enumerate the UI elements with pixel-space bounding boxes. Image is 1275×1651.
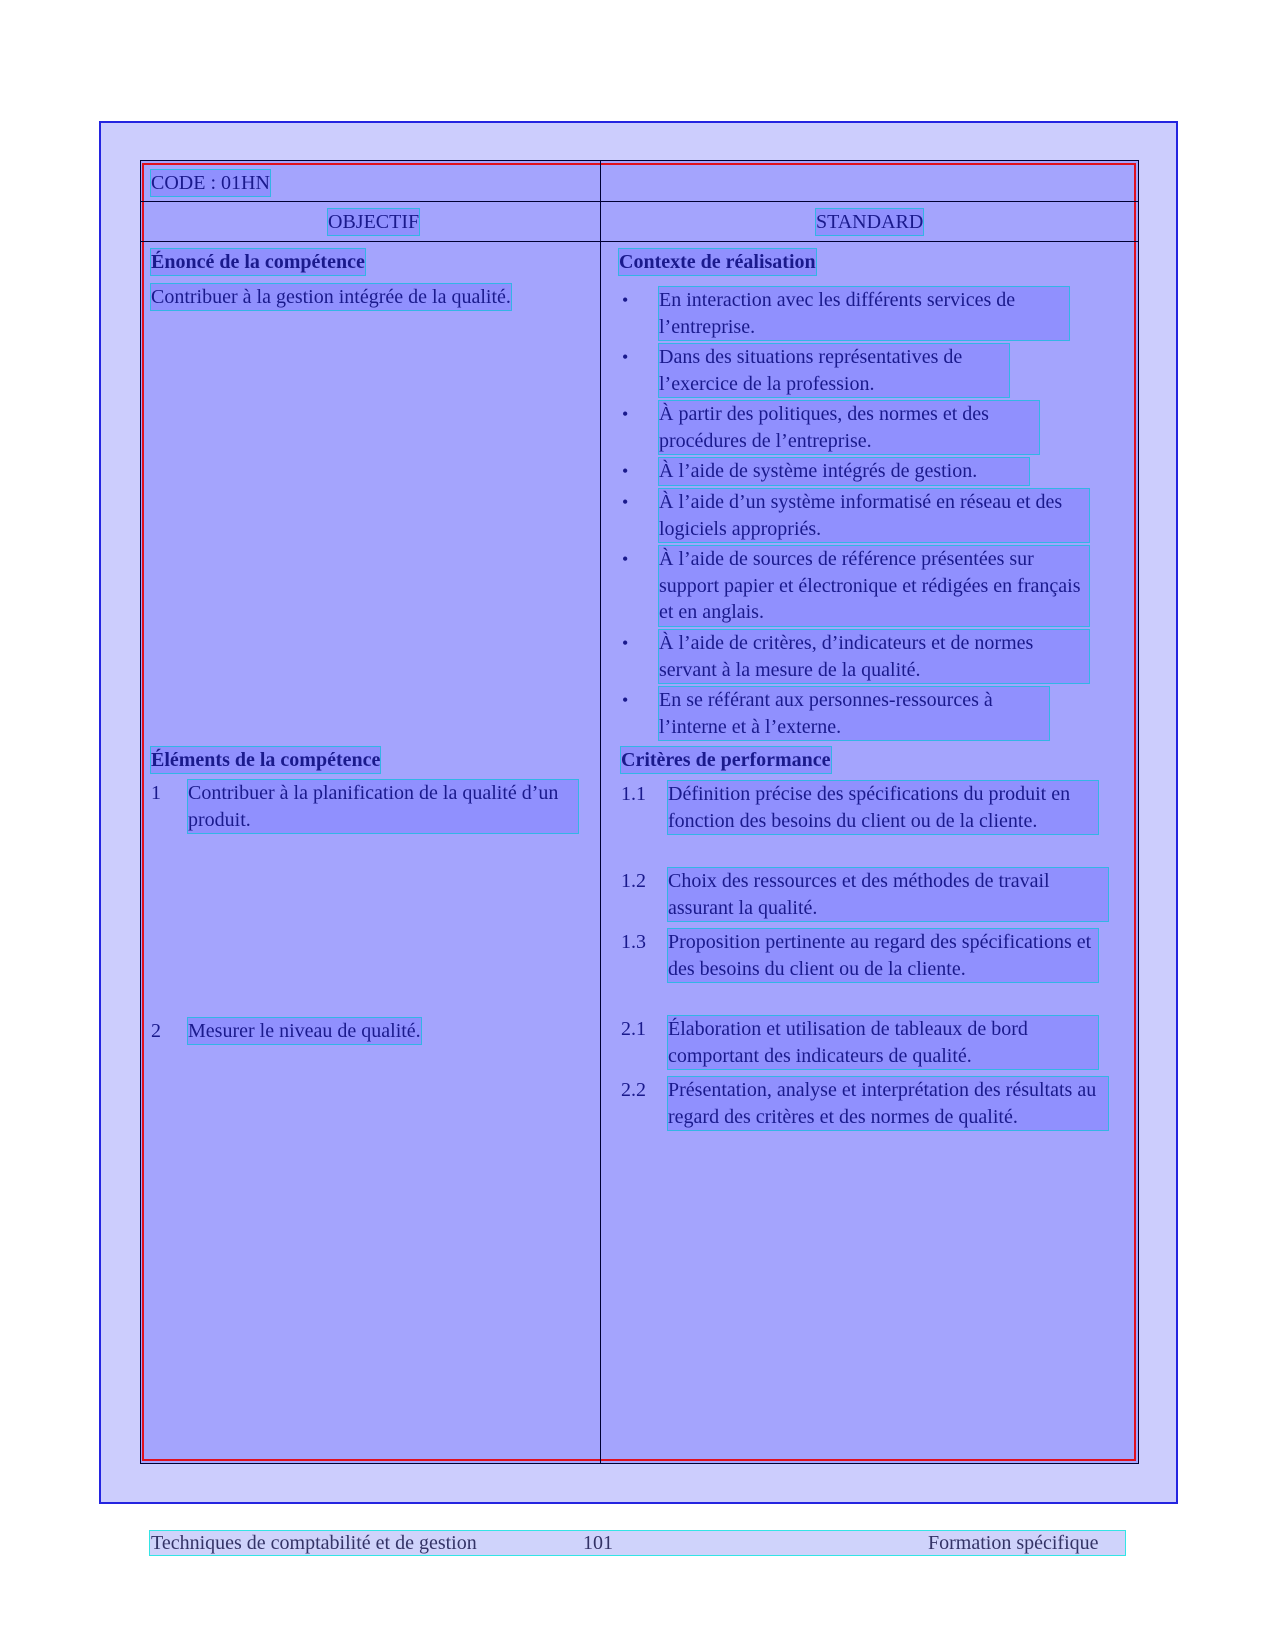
element-text: Contribuer à la planification de la qualité d’un produit.: [188, 780, 578, 833]
row-divider-1: [140, 201, 1139, 202]
critere-number: 2.2: [621, 1079, 646, 1101]
elements-title: Éléments de la compétence: [151, 749, 381, 771]
criteres-title: Critères de performance: [621, 749, 831, 771]
column-divider: [600, 160, 601, 1464]
contexte-item: À l’aide d’un système informatisé en réseau et des logiciels appropriés.: [659, 489, 1089, 542]
critere-text: Choix des ressources et des méthodes de travail assurant la qualité.: [668, 868, 1108, 921]
contexte-title: Contexte de réalisation: [619, 251, 816, 273]
element-number: 1: [151, 782, 161, 804]
enonce-title: Énoncé de la compétence: [151, 251, 365, 273]
bullet-icon: •: [622, 347, 629, 367]
bullet-icon: •: [622, 690, 629, 710]
footer-program: Techniques de comptabilité et de gestion: [151, 1532, 477, 1554]
page-number: 101: [583, 1532, 613, 1554]
critere-text: Élaboration et utilisation de tableaux de bord comportant des indicateurs de qualité.: [668, 1016, 1098, 1069]
element-text: Mesurer le niveau de qualité.: [188, 1020, 421, 1042]
critere-number: 1.1: [621, 783, 646, 805]
bullet-icon: •: [622, 549, 629, 569]
contexte-item: En interaction avec les différents services de l’entreprise.: [659, 287, 1069, 340]
critere-text: Présentation, analyse et interprétation des résultats au regard des critères et des normes de qualité.: [668, 1077, 1108, 1130]
objectif-heading: OBJECTIF: [328, 211, 420, 233]
critere-number: 1.2: [621, 870, 646, 892]
contexte-item: À partir des politiques, des normes et des procédures de l’entreprise.: [659, 401, 1039, 454]
contexte-item: À l’aide de système intégrés de gestion.: [659, 458, 1029, 485]
bullet-icon: •: [622, 633, 629, 653]
enonce-text: Contribuer à la gestion intégrée de la qualité.: [151, 286, 511, 308]
contexte-item: À l’aide de sources de référence présentées sur support papier et électronique et rédigées en français et en anglais.: [659, 546, 1089, 626]
critere-number: 1.3: [621, 931, 646, 953]
contexte-item: En se référant aux personnes-ressources à l’interne et à l’externe.: [659, 687, 1049, 740]
bullet-icon: •: [622, 404, 629, 424]
critere-text: Proposition pertinente au regard des spécifications et des besoins du client ou de la cliente.: [668, 929, 1098, 982]
contexte-item: À l’aide de critères, d’indicateurs et de normes servant à la mesure de la qualité.: [659, 630, 1089, 683]
bullet-icon: •: [622, 461, 629, 481]
critere-number: 2.1: [621, 1018, 646, 1040]
critere-text: Définition précise des spécifications du produit en fonction des besoins du client ou de la cliente.: [668, 781, 1098, 834]
footer-section: Formation spécifique: [928, 1532, 1099, 1554]
bullet-icon: •: [622, 290, 629, 310]
row-divider-2: [140, 241, 1139, 242]
contexte-item: Dans des situations représentatives de l’exercice de la profession.: [659, 344, 1009, 397]
bullet-icon: •: [622, 492, 629, 512]
standard-heading: STANDARD: [816, 211, 924, 233]
code-label: CODE : 01HN: [151, 172, 270, 194]
element-number: 2: [151, 1020, 161, 1042]
